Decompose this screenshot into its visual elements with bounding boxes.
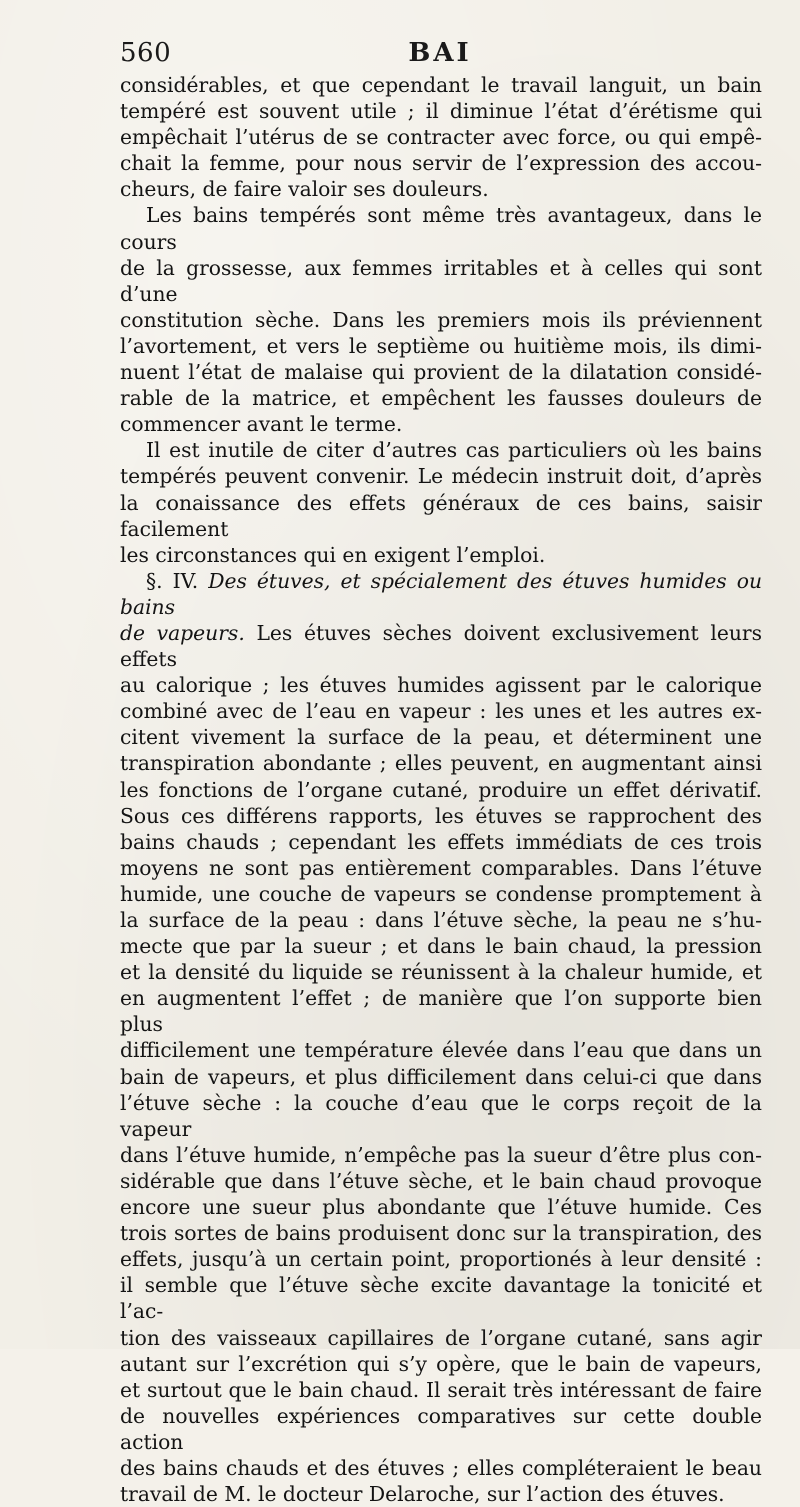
text-line: moyens ne sont pas entièrement comparables. Dans l’étuve <box>120 855 762 880</box>
text-line: nuent l’état de malaise qui provient de la dilatation considé- <box>120 360 762 385</box>
text-line <box>120 620 762 672</box>
text-line: chait la femme, pour nous servir de l’expression des accou- <box>120 151 762 176</box>
text-line: Les bains tempérés sont même très avantageux, dans le cours <box>120 203 762 254</box>
text-line: citent vivement la surface de la peau, et déterminent une <box>120 725 762 750</box>
section-title-continued: de vapeurs. <box>120 620 245 645</box>
text-line: les circonstances qui en exigent l’emploi. <box>120 542 546 567</box>
text-line: de la grossesse, aux femmes irritables et à celles qui sont d’une <box>120 255 762 306</box>
text-line: effets, jusqu’à un certain point, proportionés à leur densité : <box>120 1247 762 1272</box>
page-header <box>120 38 760 72</box>
text-line: considérables, et que cependant le travail languit, un bain <box>120 73 762 97</box>
text-line: la surface de la peau : dans l’étuve sèche, la peau ne s’hu- <box>120 908 762 932</box>
running-head: BAI <box>408 38 472 68</box>
text-line: tempéré est souvent utile ; il diminue l’état d’érétisme qui <box>120 99 762 124</box>
text-line: de nouvelles expériences comparatives sur cette double action <box>120 1403 762 1454</box>
text-line: l’avortement, et vers le septième ou huitième mois, ils dimi- <box>120 333 762 358</box>
text-line: les fonctions de l’organe cutané, produire un effet dérivatif. <box>120 777 762 802</box>
text-line: mecte que par la sueur ; et dans le bain chaud, la pression <box>120 934 762 959</box>
text-line: combiné avec de l’eau en vapeur : les unes et les autres ex- <box>120 699 762 724</box>
text-line: en augmentent l’effet ; de manière que l’on supporte bien plus <box>120 986 762 1037</box>
text-line: rable de la matrice, et empêchent les fausses douleurs de <box>120 386 762 411</box>
text-line: difficilement une température élevée dans l’eau que dans un <box>120 1038 762 1063</box>
text-line: il semble que l’étuve sèche excite davantage la tonicité et l’ac- <box>120 1273 762 1324</box>
text-line: Sous ces différens rapports, les étuves se rapprochent des <box>120 803 762 828</box>
text-line: sidérable que dans l’étuve sèche, et le bain chaud provoque <box>120 1168 762 1193</box>
text-line: la conaissance des effets généraux de ces bains, saisir facilement <box>120 490 762 541</box>
section-heading-line <box>120 568 762 620</box>
text-line: travail de M. le docteur Delaroche, sur l’action des étuves. <box>120 1482 725 1507</box>
text-line: Il est inutile de citer d’autres cas particuliers où les bains <box>146 438 762 463</box>
text-line: tempérés peuvent convenir. Le médecin instruit doit, d’après <box>120 464 762 489</box>
text-line: humide, une couche de vapeurs se condense promptement à <box>120 881 762 906</box>
page-number: 560 <box>120 38 172 68</box>
text-line: constitution sèche. Dans les premiers mois ils préviennent <box>120 307 762 332</box>
text-fragment: Les étuves sèches doivent exclusivement leurs effets <box>120 620 762 672</box>
text-line: cheurs, de faire valoir ses douleurs. <box>120 177 489 202</box>
text-line: l’étuve sèche : la couche d’eau que le corps reçoit de la vapeur <box>120 1090 762 1141</box>
section-number: §. IV. <box>146 568 199 593</box>
text-line: et la densité du liquide se réunissent à la chaleur humide, et <box>120 960 762 985</box>
text-line: empêchait l’utérus de se contracter avec force, ou qui empê- <box>120 125 762 150</box>
text-line: bains chauds ; cependant les effets immédiats de ces trois <box>120 829 762 854</box>
text-line: transpiration abondante ; elles peuvent, en augmentant ainsi <box>120 751 762 776</box>
text-line: autant sur l’excrétion qui s’y opère, que le bain de vapeurs, <box>120 1351 762 1376</box>
section-title: Des étuves, et spécialement des étuves humides ou bains <box>120 568 763 619</box>
text-line: et surtout que le bain chaud. Il serait très intéressant de faire <box>120 1377 762 1402</box>
text-line: encore une sueur plus abondante que l’étuve humide. Ces <box>120 1195 762 1220</box>
text-line: dans l’étuve humide, n’empêche pas la sueur d’être plus con- <box>120 1142 762 1167</box>
text-line: commencer avant le terme. <box>120 412 403 437</box>
text-line: trois sortes de bains produisent donc sur la transpiration, des <box>120 1221 762 1246</box>
text-line: au calorique ; les étuves humides agissent par le calorique <box>120 673 762 698</box>
text-line: des bains chauds et des étuves ; elles compléteraient le beau <box>120 1455 762 1480</box>
body-text <box>120 72 762 1507</box>
text-line: bain de vapeurs, et plus difficilement dans celui-ci que dans <box>120 1064 762 1089</box>
text-line: tion des vaisseaux capillaires de l’organe cutané, sans agir <box>120 1325 762 1350</box>
